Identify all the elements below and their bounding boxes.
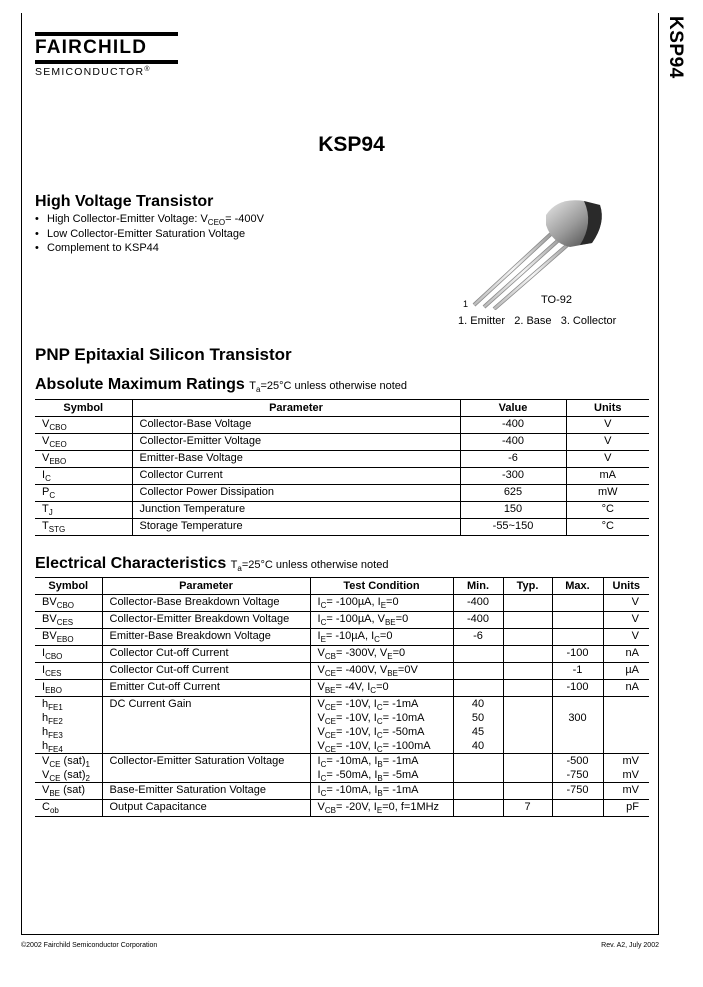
- col-max: Max.: [552, 578, 603, 595]
- elec-char-title: Electrical Characteristics $T_a=25^\circ C$ unless otherwise noted: [35, 555, 389, 573]
- pin-legend: 1. Emitter 2. Base 3. Collector: [458, 315, 617, 327]
- table-row: $T_{STG}$ Storage Temperature -55~150 °C: [35, 519, 649, 536]
- feature-list: [35, 212, 264, 256]
- table-row: $V_{CBO}$ Collector-Base Voltage -400 V: [35, 417, 649, 434]
- table-header-row: [35, 400, 649, 417]
- col-symbol: Symbol: [35, 578, 102, 595]
- table-row: $V_{CEO}$ Collector-Emitter Voltage -400 V: [35, 434, 649, 451]
- side-part-label: KSP94: [665, 16, 686, 79]
- col-typ: Typ.: [503, 578, 552, 595]
- table-row: $T_J$ Junction Temperature 150 °C: [35, 502, 649, 519]
- col-value: Value: [460, 400, 566, 417]
- table-row: $V_{EBO}$ Emitter-Base Voltage -6 V: [35, 451, 649, 468]
- table-row: $V_{CE}$ $(sat)_1$ $V_{CE}$ $(sat)_2$ Collector-Emitter Saturation Voltage $I_C= -10mA$, $I_B= -1mA$ $I_C= -50mA$, $I_B= -5mA$ -500 -750 mV mV: [35, 754, 649, 783]
- elec-char-table: [35, 577, 649, 817]
- part-number: KSP94: [318, 133, 385, 156]
- feature-item: • Low Collector-Emitter Saturation Voltage: [35, 227, 264, 242]
- table-row: $BV_{EBO}$ Emitter-Base Breakdown Voltage $I_E= -10\mu A$, $I_C=0$ -6 V: [35, 629, 649, 646]
- fairchild-logo: [35, 32, 185, 78]
- abs-max-table: [35, 399, 649, 536]
- feature-item: • High Collector-Emitter Voltage: $V_{CEO}= -400V$: [35, 212, 264, 227]
- device-subtitle: PNP Epitaxial Silicon Transistor: [35, 345, 292, 364]
- col-min: Min.: [453, 578, 503, 595]
- footer-copyright: ©2002 Fairchild Semiconductor Corporation: [21, 942, 158, 949]
- package-name: TO-92: [541, 294, 572, 306]
- col-symbol: Symbol: [35, 400, 132, 417]
- col-units: Units: [566, 400, 649, 417]
- elec-char-note: $T_a=25^\circ C$ unless otherwise noted: [230, 559, 389, 573]
- table-row: $I_{CBO}$ Collector Cut-off Current $V_{CB}= -300V$, $V_E=0$ -100 nA: [35, 646, 649, 663]
- table-row: $BV_{CES}$ Collector-Emitter Breakdown Voltage $I_C= -100\mu A$, $V_{BE}=0$ -400 V: [35, 612, 649, 629]
- pin-one-label: 1: [463, 299, 469, 309]
- table-header-row: [35, 578, 649, 595]
- feature-item: • Complement to KSP44: [35, 241, 264, 256]
- table-row: $V_{BE}$ (sat) Base-Emitter Saturation Voltage $I_C= -10mA$, $I_B= -1mA$ -750 mV: [35, 783, 649, 800]
- footer-revision: Rev. A2, July 2002: [601, 942, 659, 949]
- col-condition: Test Condition: [310, 578, 453, 595]
- col-units: Units: [603, 578, 649, 595]
- abs-max-note: $T_a=25^\circ C$ unless otherwise noted: [249, 380, 408, 394]
- to92-package-image: [460, 195, 640, 310]
- package-figure: [460, 195, 640, 335]
- col-parameter: Parameter: [132, 400, 460, 417]
- table-row: $I_{CES}$ Collector Cut-off Current $V_{CE}= -400V$, $V_{BE}=0V$ -1 µA: [35, 663, 649, 680]
- product-heading: High Voltage Transistor: [35, 193, 214, 210]
- table-row: $I_{EBO}$ Emitter Cut-off Current $V_{BE}= -4V$, $I_C=0$ -100 nA: [35, 680, 649, 697]
- table-row: $P_C$ Collector Power Dissipation 625 mW: [35, 485, 649, 502]
- logo-sub: SEMICONDUCTOR®: [35, 66, 151, 78]
- table-row: $C_{ob}$ Output Capacitance $V_{CB}= -20V$, $I_E=0$, f=1MHz 7 pF: [35, 800, 649, 817]
- table-row: $BV_{CBO}$ Collector-Base Breakdown Voltage $I_C= -100\mu A$, $I_E=0$ -400 V: [35, 595, 649, 612]
- abs-max-title: Absolute Maximum Ratings $T_a=25^\circ C$ unless otherwise noted: [35, 376, 408, 394]
- table-row: $I_C$ Collector Current -300 mA: [35, 468, 649, 485]
- logo-name: FAIRCHILD: [35, 37, 148, 58]
- col-parameter: Parameter: [102, 578, 310, 595]
- table-row: $h_{FE1}$ $h_{FE2}$ $h_{FE3}$ $h_{FE4}$ DC Current Gain $V_{CE}= -10V$, $I_C= -1mA$ $V_{CE}= -10V$, $I_C= -10mA$ $V_{CE}= -10V$, $I_C= -50mA$ $V_{CE}= -10V$, $I_C= -100mA$ 40 50 45 40 300: [35, 697, 649, 754]
